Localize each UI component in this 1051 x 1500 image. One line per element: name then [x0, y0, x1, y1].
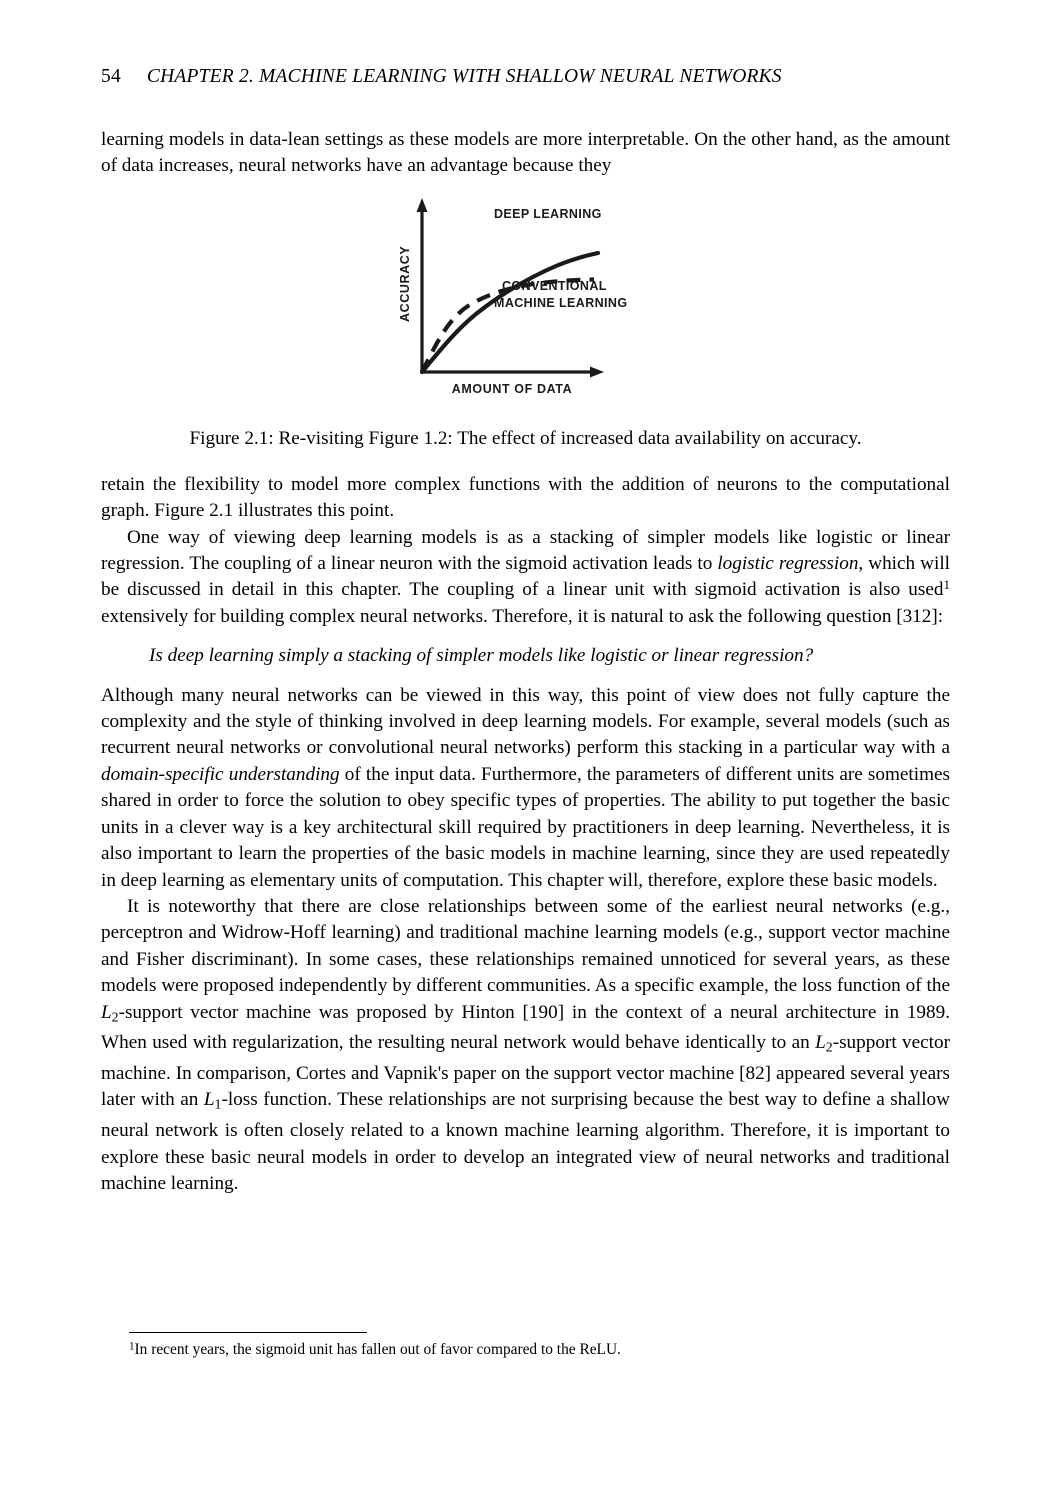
math-subscript-1: 1: [214, 1096, 222, 1112]
y-axis-label: ACCURACY: [397, 245, 412, 322]
math-subscript-2: 2: [111, 1008, 119, 1024]
spacer-after-caption: [101, 452, 950, 472]
paragraph-one-way-text-b: , which will be discussed in detail in this chapter. The coupling of a linear unit with sigmoid activation is also used: [101, 553, 950, 601]
math-L2-first: [101, 1002, 119, 1023]
conventional-label-line2: MACHINE LEARNING: [493, 295, 627, 310]
deep-learning-label: DEEP LEARNING: [493, 206, 602, 221]
footnote-1: [101, 1340, 950, 1360]
figure-caption: Figure 2.1: Re-visiting Figure 1.2: The effect of increased data availability on accuracy.: [189, 427, 862, 449]
figure-canvas: [376, 194, 676, 404]
paragraph-noteworthy-text-d: -loss function. These relationships are not surprising because the best way to define a shallow neural network is often closely related to a known machine learning algorithm. Therefore, it is important to explore these basic neural models in order to develop an integrated view of neural networks and traditional machine learning.: [101, 1089, 950, 1194]
term-domain-specific-understanding: domain-specific understanding: [101, 763, 340, 785]
page-number: 54: [101, 66, 121, 87]
figure-2-1: [101, 194, 950, 404]
paragraph-one-way: [101, 525, 950, 631]
page-content: [101, 0, 950, 1197]
paragraph-noteworthy-text-b: -support vector machine was proposed by Hinton [190] in the context of a neural architecture in 1989. When used with regularization, the resulting neural network would behave identically to an: [101, 1001, 950, 1054]
x-axis-label: AMOUNT OF DATA: [451, 381, 572, 396]
math-L-glyph: L: [203, 1089, 215, 1111]
paragraph-one-way-text-a: One way of viewing deep learning models is as a stacking of simpler models like logistic or linear regression. The coupling of a linear neuron with the sigmoid activation leads to: [101, 526, 950, 575]
footnote-reference-marker[interactable]: 1: [943, 577, 950, 593]
math-subscript-2: 2: [825, 1039, 833, 1055]
math-L-glyph: L: [101, 1001, 112, 1023]
x-axis: [422, 366, 604, 377]
paragraph-intro: [101, 127, 950, 180]
paragraph-retain: [101, 472, 950, 525]
block-quote-text: Is deep learning simply a stacking of simpler models like logistic or linear regression?: [149, 645, 814, 667]
conventional-label-line1: CONVENTIONAL: [501, 278, 607, 293]
paragraph-retain-text: retain the flexibility to model more complex functions with the addition of neurons to the computational graph. Figure 2.1 illustrates this point.: [101, 473, 950, 522]
y-axis: [416, 198, 427, 372]
math-L-glyph: L: [815, 1032, 826, 1054]
running-head: [101, 66, 950, 92]
paragraph-although: [101, 683, 950, 894]
paragraph-one-way-text-c: extensively for building complex neural networks. Therefore, it is natural to ask the following question [312]:: [101, 605, 944, 627]
paragraph-although-text-b: of the input data. Furthermore, the parameters of different units are sometimes shared in order to force the solution to obey specific types of properties. The ability to put together the basic units in a clever way is a key architectural skill required by practitioners in deep learning. Nevertheless, it is also important to learn the properties of the basic models in machine learning, since they are used repeatedly in deep learning as elementary units of computation. This chapter will, therefore, explore these basic models.: [101, 763, 950, 891]
paragraph-noteworthy: [101, 894, 950, 1197]
paragraph-although-text-a: Although many neural networks can be viewed in this way, this point of view does not fully capture the complexity and the style of thinking involved in deep learning models. For example, several models (such as recurrent neural networks or convolutional neural networks) perform this stacking in a particular way with a: [101, 684, 950, 759]
math-L1: [204, 1089, 222, 1110]
term-logistic-regression: logistic regression: [717, 553, 859, 575]
paragraph-noteworthy-text-c: -support vector machine. In comparison, Cortes and Vapnik's paper on the support vector machine [82] appeared several years later with an: [101, 1032, 950, 1111]
paragraph-intro-text: learning models in data-lean settings as these models are more interpretable. On the other hand, as the amount of data increases, neural networks have an advantage because they: [101, 129, 950, 177]
deep-learning-curve: [422, 253, 598, 372]
chapter-title: CHAPTER 2. MACHINE LEARNING WITH SHALLOW NEURAL NETWORKS: [146, 66, 782, 87]
accuracy-vs-data-chart: [376, 194, 676, 404]
math-L2-second: [815, 1032, 833, 1053]
footnote-text: In recent years, the sigmoid unit has fallen out of favor compared to the ReLU.: [134, 1341, 621, 1358]
footnote-number: 1: [129, 1340, 135, 1353]
footnote-rule: [129, 1332, 367, 1333]
footnote-zone: [101, 1332, 950, 1360]
block-quote: [101, 643, 950, 669]
paragraph-noteworthy-text-a: It is noteworthy that there are close relationships between some of the earliest neural networks (e.g., perceptron and Widrow-Hoff learning) and traditional machine learning models (e.g., support vector machine and Fisher discriminant). In some cases, these relationships remained unnoticed for several years, as these models were proposed independently by different communities. As a specific example, the loss function of the: [101, 895, 950, 997]
